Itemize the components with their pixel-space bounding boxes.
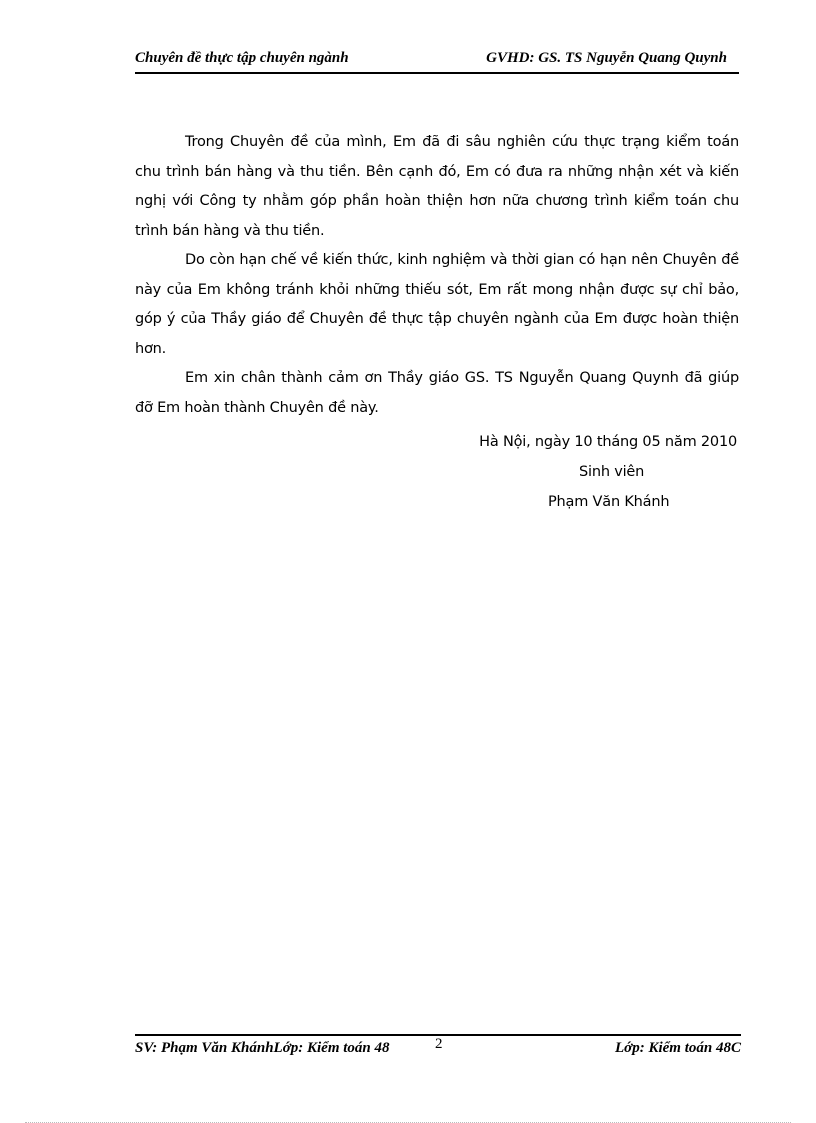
signature-role: Sinh viên xyxy=(579,464,645,480)
footer-student: SV: Phạm Văn KhánhLớp: Kiểm toán 48 xyxy=(135,1040,390,1056)
page-number: 2 xyxy=(435,1036,443,1052)
paragraph: Em xin chân thành cảm ơn Thầy giáo GS. TS Nguyễn Quang Quynh đã giúp đỡ Em hoàn thành Chuyên đề này. xyxy=(135,370,739,416)
page-footer xyxy=(135,1036,741,1062)
paragraph: Trong Chuyên đề của mình, Em đã đi sâu nghiên cứu thực trạng kiểm toán chu trình bán hàng và thu tiền. Bên cạnh đó, Em có đưa ra những nhận xét và kiến nghị với Công ty nhằm góp phần hoàn thiện hơn nữa chương trình kiểm toán chu trình bán hàng và thu tiền. xyxy=(135,134,739,239)
header-title: Chuyên đề thực tập chuyên ngành xyxy=(135,50,349,66)
paragraph: Do còn hạn chế về kiến thức, kinh nghiệm và thời gian có hạn nên Chuyên đề này của Em không tránh khỏi những thiếu sót, Em rất mong nhận được sự chỉ bảo, góp ý của Thầy giáo để Chuyên đề thực tập chuyên ngành của Em được hoàn thiện hơn. xyxy=(135,252,739,357)
place-date: Hà Nội, ngày 10 tháng 05 năm 2010 xyxy=(479,434,737,450)
header-supervisor: GVHD: GS. TS Nguyễn Quang Quynh xyxy=(486,50,727,66)
page-header xyxy=(135,50,739,74)
body-text xyxy=(135,128,739,423)
footer-class: Lớp: Kiểm toán 48C xyxy=(615,1040,741,1056)
signature-name: Phạm Văn Khánh xyxy=(548,494,670,510)
